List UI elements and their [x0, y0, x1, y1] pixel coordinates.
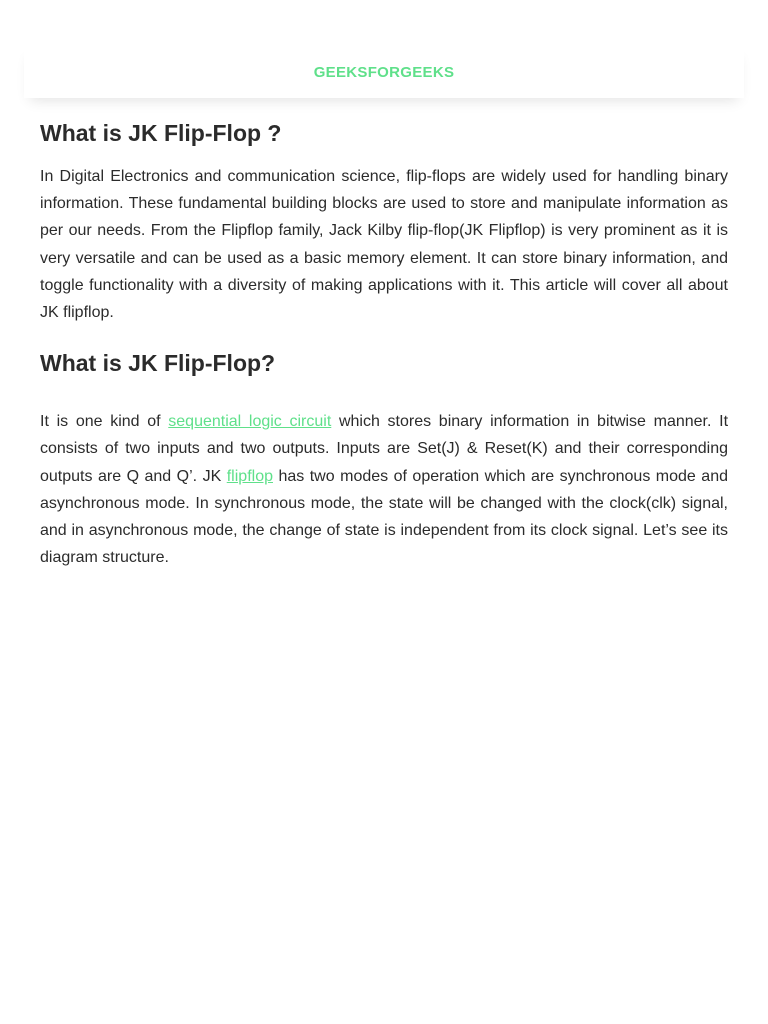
paragraph-text: has two modes of operation which are synchronous mode and asynchronous mode. In synchronous mode, the state will be changed with the clock(clk) signal, and in asynchronous mode, the change of state is independent from its clock signal. Let’s see its diagram structure.: [40, 467, 728, 567]
flipflop-link[interactable]: flipflop: [226, 467, 273, 485]
paragraph-text: It is one kind of: [40, 413, 169, 431]
site-header: [24, 44, 744, 98]
article-content: [40, 112, 728, 571]
paragraph-text: which stores binary information in bitwise manner. It consists of two inputs and two outputs. Inputs are Set(J) & Reset(K) and their corresponding outputs are Q and Q’. JK: [40, 413, 729, 485]
intro-paragraph: In Digital Electronics and communication science, flip-flops are widely used for handling binary information. These fundamental building blocks are used to store and manipulate information as per our needs. From the Flipflop family, Jack Kilby flip-flop(JK Flipflop) is very prominent as it is very versatile and can be used as a basic memory element. It can store binary information, and toggle functionality with a diversity of making applications with it. This article will cover all about JK flipflop.: [40, 168, 728, 322]
section-heading: What is JK Flip-Flop?: [40, 350, 276, 377]
brand-logo-link[interactable]: GEEKSFORGEEKS: [313, 64, 455, 81]
section-paragraph: [40, 408, 728, 571]
article-title: What is JK Flip-Flop ?: [40, 120, 282, 146]
sequential-logic-circuit-link[interactable]: sequential logic circuit: [168, 413, 332, 431]
